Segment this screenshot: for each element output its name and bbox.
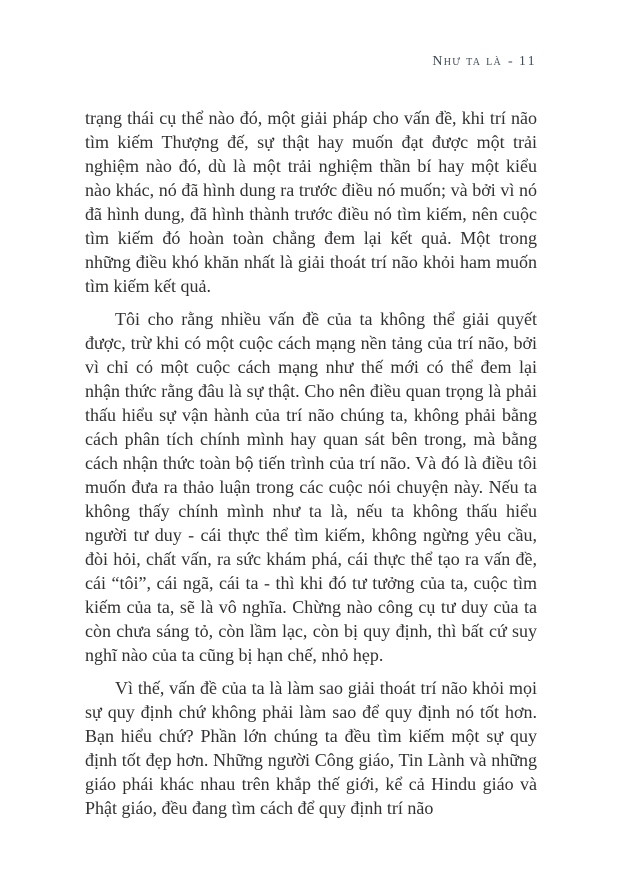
- running-header-title: Như ta là: [432, 54, 503, 69]
- paragraph: Vì thế, vấn đề của ta là làm sao giải thoát trí não khỏi mọi sự quy định chứ không phải làm sao để quy định nó tốt hơn. Bạn hiểu chứ? Phần lớn chúng ta đều tìm kiếm một sự quy định tốt đẹp hơn. Những người Công giáo, Tin Lành và những giáo phái khác nhau trên khắp thế giới, kể cả Hindu giáo và Phật giáo, đều đang tìm cách để quy định trí não: [85, 678, 537, 818]
- running-header-page-number: 11: [519, 53, 537, 68]
- running-header-separator: -: [508, 54, 514, 69]
- page-body: [85, 106, 537, 820]
- paragraph: Tôi cho rằng nhiều vấn đề của ta không thể giải quyết được, trừ khi có một cuộc cách mạng nền tảng của trí não, bởi vì chỉ có một cuộc cách mạng như thế mới có thể đem lại nhận thức rằng đâu là sự thật. Cho nên điều quan trọng là phải thấu hiểu sự vận hành của trí não chúng ta, không phải bằng cách phân tích chính mình hay quan sát bên trong, mà bằng cách nhận thức toàn bộ tiến trình của trí não. Và đó là điều tôi muốn đưa ra thảo luận trong các cuộc nói chuyện này. Nếu ta không thấy chính mình như ta là, nếu ta không thấu hiểu người tư duy - cái thực thể tìm kiếm, không ngừng yêu cầu, đòi hỏi, chất vấn, ra sức khám phá, cái thực thể tạo ra vấn đề, cái “tôi”, cái ngã, cái ta - thì khi đó tư tưởng của ta, cuộc tìm kiếm của ta, sẽ là vô nghĩa. Chừng nào công cụ tư duy của ta còn chưa sáng tỏ, còn lầm lạc, còn bị quy định, thì bất cứ suy nghĩ nào của ta cũng bị hạn chế, nhỏ hẹp.: [85, 309, 537, 665]
- paragraph: trạng thái cụ thể nào đó, một giải pháp cho vấn đề, khi trí não tìm kiếm Thượng đế, sự thật hay muốn đạt được một trải nghiệm nào đó, dù là một trải nghiệm thần bí hay một kiểu nào khác, nó đã hình dung ra trước điều nó muốn; và bởi vì nó đã hình dung, đã hình thành trước điều nó tìm kiếm, nên cuộc tìm kiếm đó hoàn toàn chẳng đem lại kết quả. Một trong những điều khó khăn nhất là giải thoát trí não khỏi ham muốn tìm kiếm kết quả.: [85, 108, 537, 296]
- running-header: [432, 53, 537, 70]
